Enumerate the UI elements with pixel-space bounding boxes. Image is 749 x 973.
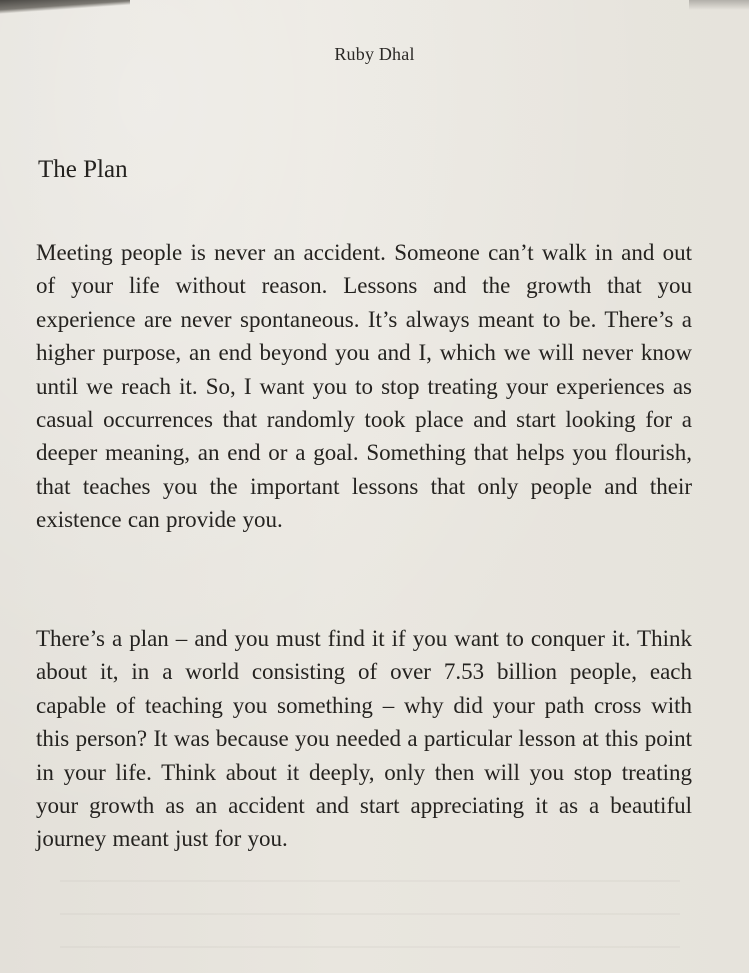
chapter-title: The Plan (38, 156, 128, 183)
running-head-author: Ruby Dhal (334, 44, 415, 64)
page-corner-shadow (689, 0, 749, 10)
show-through-text (60, 880, 680, 960)
paragraph-1: Meeting people is never an accident. Someone can’t walk in and out of your life without reason. Lessons and the growth that you experience are never spontaneous. It’s always meant to be. There’s a higher purpose, an end beyond you and I, which we will never know until we reach it. So, I want you to stop treating your experiences as casual occurrences that randomly took place and start looking for a deeper meaning, an end or a goal. Something that helps you flourish, that teaches you the important lessons that only people and their existence can provide you. (36, 240, 692, 533)
page-top-shadow (0, 0, 130, 14)
paragraph-2: There’s a plan – and you must find it if you want to conquer it. Think about it, in a world consisting of over 7.53 billion people, each capable of teaching you something – why did your path cross with this person? It was because you needed a particular lesson at this point in your life. Think about it deeply, only then will you stop treating your growth as an accident and start appreciating it as a beautiful journey meant just for you. (36, 626, 692, 852)
